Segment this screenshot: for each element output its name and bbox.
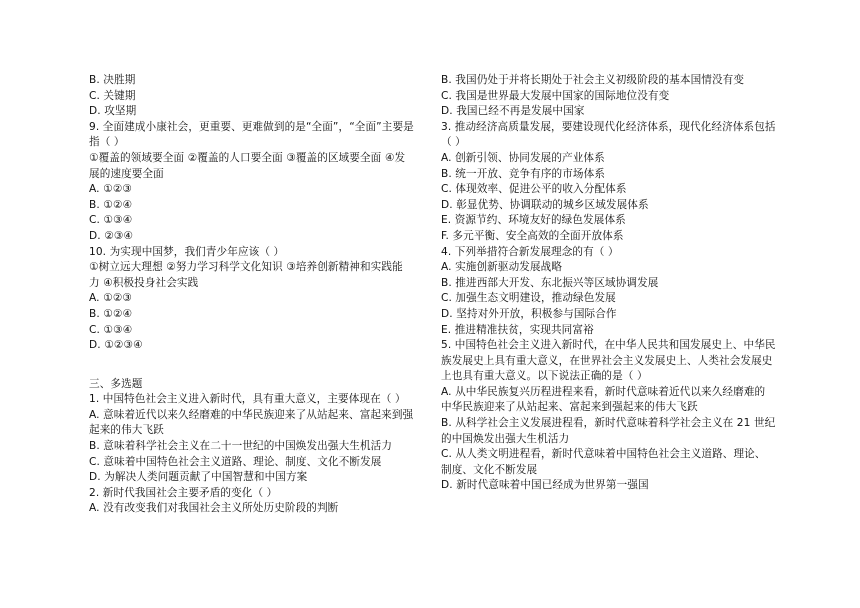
text-line: A. ①②③ xyxy=(89,292,132,305)
text-line: D. 彰显优势、协调联动的城乡区域发展体系 xyxy=(441,198,649,211)
text-line: 上也具有重大意义。以下说法正确的是（ ） xyxy=(441,370,648,383)
text-line: A. 从中华民族复兴历程进程来看，新时代意味着近代以来久经磨难的 xyxy=(441,385,766,398)
text-line: 9. 全面建成小康社会，更重要、更难做到的是“全面”，“全面”主要是 xyxy=(89,120,414,133)
text-line: D. 我国已经不再是发展中国家 xyxy=(441,105,585,118)
text-line: D. 坚持对外开放，积极参与国际合作 xyxy=(441,307,617,320)
text-line: 展的速度要全面 xyxy=(89,167,164,180)
text-line: C. 从人类文明进程看，新时代意味着中国特色社会主义道路、理论、 xyxy=(441,448,766,461)
text-line: 指（ ） xyxy=(89,136,125,149)
text-line: E. 推进精准扶贫，实现共同富裕 xyxy=(441,323,594,336)
section-heading: 三、多选题 xyxy=(89,377,143,390)
text-line: 的中国焕发出强大生机活力 xyxy=(441,432,570,445)
text-line: F. 多元平衡、安全高效的全面开放体系 xyxy=(441,229,624,242)
right-column xyxy=(441,73,781,494)
text-line: C. 加强生态文明建设，推动绿色发展 xyxy=(441,292,616,305)
text-line: C. ①③④ xyxy=(89,214,133,227)
text-line: 5. 中国特色社会主义进入新时代，在中华人民共和国发展史上、中华民 xyxy=(441,339,776,352)
text-line: B. 推进西部大开发、东北振兴等区域协调发展 xyxy=(441,276,659,289)
text-line: D. 新时代意味着中国已经成为世界第一强国 xyxy=(441,479,649,492)
text-line: C. 关键期 xyxy=(89,89,136,102)
text-line: 力 ④积极投身社会实践 xyxy=(89,276,199,289)
text-line: D. 攻坚期 xyxy=(89,105,137,118)
text-line: B. 统一开放、竞争有序的市场体系 xyxy=(441,167,606,180)
text-line: D. 为解决人类问题贡献了中国智慧和中国方案 xyxy=(89,471,308,484)
text-line: 10. 为实现中国梦，我们青少年应该（ ） xyxy=(89,245,285,258)
text-line: D. ①②③④ xyxy=(89,339,143,352)
text-line: C. 我国是世界最大发展中国家的国际地位没有变 xyxy=(441,89,670,102)
text-line: A. 意味着近代以来久经磨难的中华民族迎来了从站起来、富起来到强 xyxy=(89,408,414,421)
text-line: B. 决胜期 xyxy=(89,74,136,86)
text-line: ①树立远大理想 ②努力学习科学文化知识 ③培养创新精神和实践能 xyxy=(89,261,403,274)
text-line: E. 资源节约、环境友好的绿色发展体系 xyxy=(441,214,626,227)
text-line: C. ①③④ xyxy=(89,323,133,336)
text-line: A. 实施创新驱动发展战略 xyxy=(441,261,563,274)
text-line: 4. 下列举措符合新发展理念的有（ ） xyxy=(441,245,619,258)
text-line: B. 我国仍处于并将长期处于社会主义初级阶段的基本国情没有变 xyxy=(441,74,745,86)
text-line: B. ①②④ xyxy=(89,198,133,211)
text-line: 3. 推动经济高质量发展，要建设现代化经济体系，现代化经济体系包括 xyxy=(441,120,776,133)
text-line: 1. 中国特色社会主义进入新时代，具有重大意义，主要体现在（ ） xyxy=(89,393,406,406)
text-line: B. 意味着科学社会主义在二十一世纪的中国焕发出强大生机活力 xyxy=(89,440,393,453)
text-line: A. 没有改变我们对我国社会主义所处历史阶段的判断 xyxy=(89,502,339,515)
text-line: ①覆盖的领域要全面 ②覆盖的人口要全面 ③覆盖的区域要全面 ④发 xyxy=(89,151,406,164)
text-line: 制度、文化不断发展 xyxy=(441,463,538,476)
text-line: A. ①②③ xyxy=(89,183,132,196)
text-line: C. 体现效率、促进公平的收入分配体系 xyxy=(441,183,627,196)
text-line: 起来的伟大飞跃 xyxy=(89,424,164,437)
text-line: 2. 新时代我国社会主要矛盾的变化（ ） xyxy=(89,486,278,499)
text-line: A. 创新引领、协同发展的产业体系 xyxy=(441,151,605,164)
text-line: B. ①②④ xyxy=(89,307,133,320)
text-line: B. 从科学社会主义发展进程看，新时代意味着科学社会主义在 21 世纪 xyxy=(441,417,776,430)
text-line: C. 意味着中国特色社会主义道路、理论、制度、文化不断发展 xyxy=(89,455,382,468)
blank-line xyxy=(89,354,424,377)
text-line: 中华民族迎来了从站起来、富起来到强起来的伟大飞跃 xyxy=(441,401,698,414)
text-line: D. ②③④ xyxy=(89,229,133,242)
left-column xyxy=(89,73,424,517)
text-line: （ ） xyxy=(441,136,466,149)
text-line: 族发展史上具有重大意义，在世界社会主义发展史上、人类社会发展史 xyxy=(441,354,773,367)
